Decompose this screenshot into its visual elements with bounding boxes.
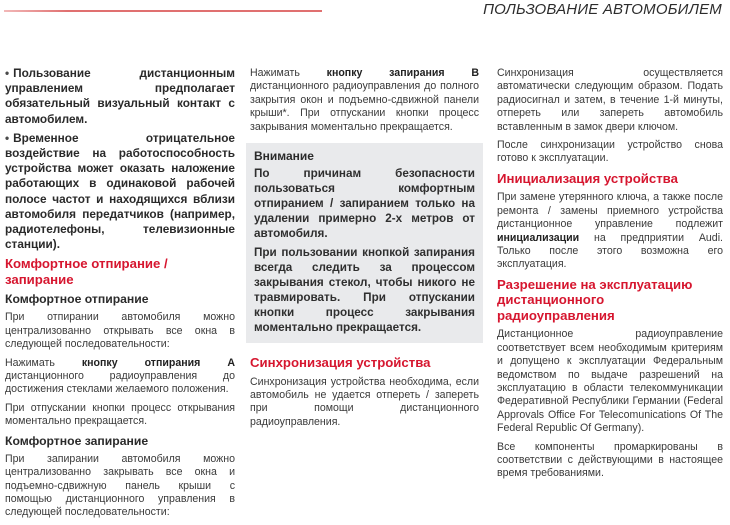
unlock-press-text: Нажимать кнопку отпирания A дистанционного радиоуправления до достижения стеклами желаемого положения. [5, 356, 235, 396]
lock-press-text: Нажимать кнопку запирания B дистанционного радиоуправления до полного закрытия окон и подъемно-сдвижной панели крыши*. При отпускании кнопки процесс закрывания моментально прекращается. [250, 67, 479, 133]
warning-distance: По причинам безопасности пользоваться комфортным отпиранием / запиранием только на удалении примерно 2-х метров от автомобиля. [254, 167, 475, 241]
permit-text: Дистанционное радиоуправление соответствует всем необходимым критериям и допущено к эксплуатации Федеральным ведомством по выдаче разрешений на эксплуатацию в области телекоммуникации Федеративной Республики Германии (Federal Approvals Office For Telecomunications Of The Federal Republic Of Germany). [497, 328, 723, 435]
warning-closing: При пользовании кнопкой запирания всегда следить за процессом закрывания стекол, чтобы никого не травмировать. При отпускании кнопки процесс закрывания моментально прекращается. [254, 246, 475, 335]
header-rule [4, 10, 322, 12]
column-left [5, 66, 235, 525]
heading-permit: Разрешение на эксплуатацию дистанционного радиоуправления [497, 276, 693, 323]
warning-title: Внимание [254, 149, 314, 164]
subheading-comfort-unlock: Комфортное отпирание [5, 292, 149, 307]
bullet-remote-visual-contact: • Пользование дистанционным управлением предполагает обязательный визуальный контакт с автомобилем. [5, 66, 235, 126]
column-middle [250, 67, 479, 434]
heading-init: Инициализация устройства [497, 170, 678, 186]
sync-process-text: Синхронизация осуществляется автоматически следующим образом. Подать радиосигнал и затем, в течение 1-й минуты, отпереть или запереть автомобиль вставленным в замок двери ключом. [497, 67, 723, 133]
subheading-comfort-lock: Комфортное запирание [5, 433, 149, 448]
warning-box [246, 143, 483, 343]
bullet-icon: • [5, 130, 10, 145]
heading-sync: Синхронизация устройства [250, 355, 431, 371]
heading-comfort-unlock-lock: Комфортное отпирание / запирание [5, 256, 168, 287]
init-text: При замене утерянного ключа, а также после ремонта / замены приемного устройства дистанционное управление подлежит инициализации на предприятии Audi. Только после этого возможна его эксплуатация. [497, 191, 723, 271]
unlock-text: При отпирании автомобиля можно централизованно открывать все окна в следующей последовательности: [5, 311, 235, 351]
bullet-interference: • Временное отрицательное воздействие на работоспособность устройства может оказать наложение работающих в одинаковой рабочей полосе частот и находящихся вблизи автомобиля передатчиков (например, радиотелефоны, телевизионные станции). [5, 130, 235, 252]
sync-after-text: После синхронизации устройство снова готово к эксплуатации. [497, 139, 723, 165]
permit-marking-text: Все компоненты промаркированы в соответствии с действующими в настоящее время требованиями. [497, 440, 723, 480]
section-title: ПОЛЬЗОВАНИЕ АВТОМОБИЛЕМ [483, 1, 722, 18]
column-right [497, 67, 723, 486]
unlock-release-text: При отпускании кнопки процесс открывания моментально прекращается. [5, 401, 235, 428]
lock-text: При запирании автомобиля можно централизованно закрывать все окна и подъемно-сдвижную панель крыши с помощью дистанционного управления в следующей последовательности: [5, 452, 235, 519]
bullet-icon: • [5, 66, 10, 80]
sync-text: Синхронизация устройства необходима, если автомобиль не удается отпереть / запереть при помощи дистанционного радиоуправления. [250, 375, 479, 428]
